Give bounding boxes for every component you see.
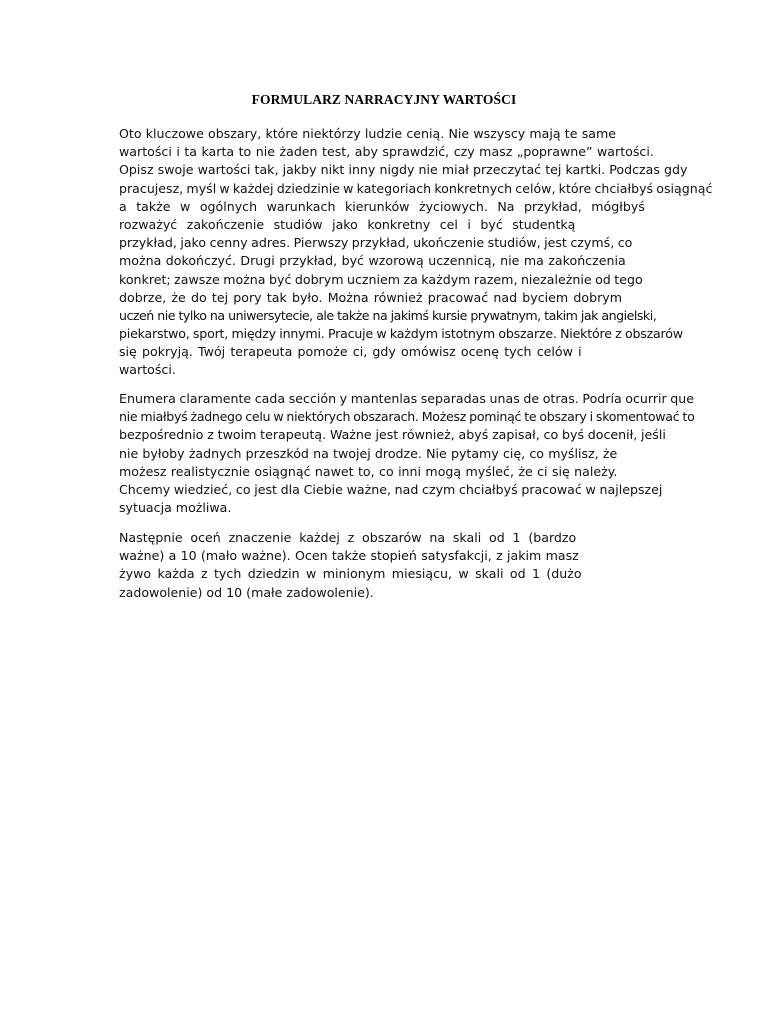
text-line: konkret; zawsze można być dobrym uczniem za każdym razem, niezależnie od tego: [119, 271, 643, 287]
text-line: ważne) a 10 (mało ważne). Ocen także stopień satysfakcji, z jakim masz: [119, 548, 579, 564]
text-line: pracujesz, myśl w każdej dziedzinie w kategoriach konkretnych celów, które chciałbyś osiągnąć: [119, 180, 713, 196]
text-line: wartości.: [119, 362, 176, 378]
text-line: rozważyć zakończenie studiów jako konkretny cel i być studentką: [119, 216, 576, 232]
text-line: dobrze, że do tej pory tak było. Można również pracować nad byciem dobrym: [119, 289, 622, 305]
text-line: można dokończyć. Drugi przykład, być wzorową uczennicą, nie ma zakończenia: [119, 253, 626, 269]
text-line: się pokryją. Twój terapeuta pomoże ci, gdy omówisz ocenę tych celów i: [119, 344, 582, 360]
text-line: piekarstwo, sport, między innymi. Pracuje w każdym istotnym obszarze. Niektóre z obszarów: [119, 326, 683, 342]
paragraph-intro: [119, 125, 729, 380]
text-line: zadowolenie) od 10 (małe zadowolenie).: [119, 584, 374, 600]
document-title: FORMULARZ NARRACYJNY WARTOŚCI: [251, 92, 517, 107]
text-line: możesz realistycznie osiągnąć nawet to, co inni mogą myśleć, że ci się należy.: [119, 463, 618, 479]
text-line: nie byłoby żadnych przeszkód na twojej drodze. Nie pytamy cię, co myślisz, że: [119, 445, 618, 461]
paragraph-instructions: [119, 390, 729, 517]
text-line: nie miałbyś żadnego celu w niektórych obszarach. Możesz pominąć te obszary i skomentować to: [119, 409, 695, 425]
text-line: Oto kluczowe obszary, które niektórzy ludzie cenią. Nie wszyscy mają te same: [119, 126, 616, 141]
text-line: Opisz swoje wartości tak, jakby nikt inny nigdy nie miał przeczytać tej kartki. Podczas gdy: [119, 162, 688, 178]
text-line: Enumera claramente cada sección y mantenlas separadas unas de otras. Podría ocurrir que: [119, 391, 695, 406]
text-line: wartości i ta karta to nie żaden test, aby sprawdzić, czy masz „poprawne” wartości.: [119, 144, 654, 160]
text-line: przykład, jako cenny adres. Pierwszy przykład, ukończenie studiów, jest czymś, co: [119, 235, 633, 251]
text-line: a także w ogólnych warunkach kierunków życiowych. Na przykład, mógłbyś: [119, 198, 645, 214]
text-line: Następnie oceń znaczenie każdej z obszarów na skali od 1 (bardzo: [119, 530, 577, 545]
text-line: bezpośrednio z twoim terapeutą. Ważne jest również, abyś zapisał, co byś docenił, jeśli: [119, 427, 666, 443]
text-line: uczeń nie tylko na uniwersytecie, ale także na jakimś kursie prywatnym, takim jak angielski,: [119, 307, 657, 323]
paragraph-rating: [119, 529, 729, 602]
text-line: Chcemy wiedzieć, co jest dla Ciebie ważne, nad czym chciałbyś pracować w najlepszej: [119, 481, 663, 497]
text-line: sytuacja możliwa.: [119, 500, 232, 516]
text-line: żywo każda z tych dziedzin w minionym miesiącu, w skali od 1 (dużo: [119, 566, 582, 582]
